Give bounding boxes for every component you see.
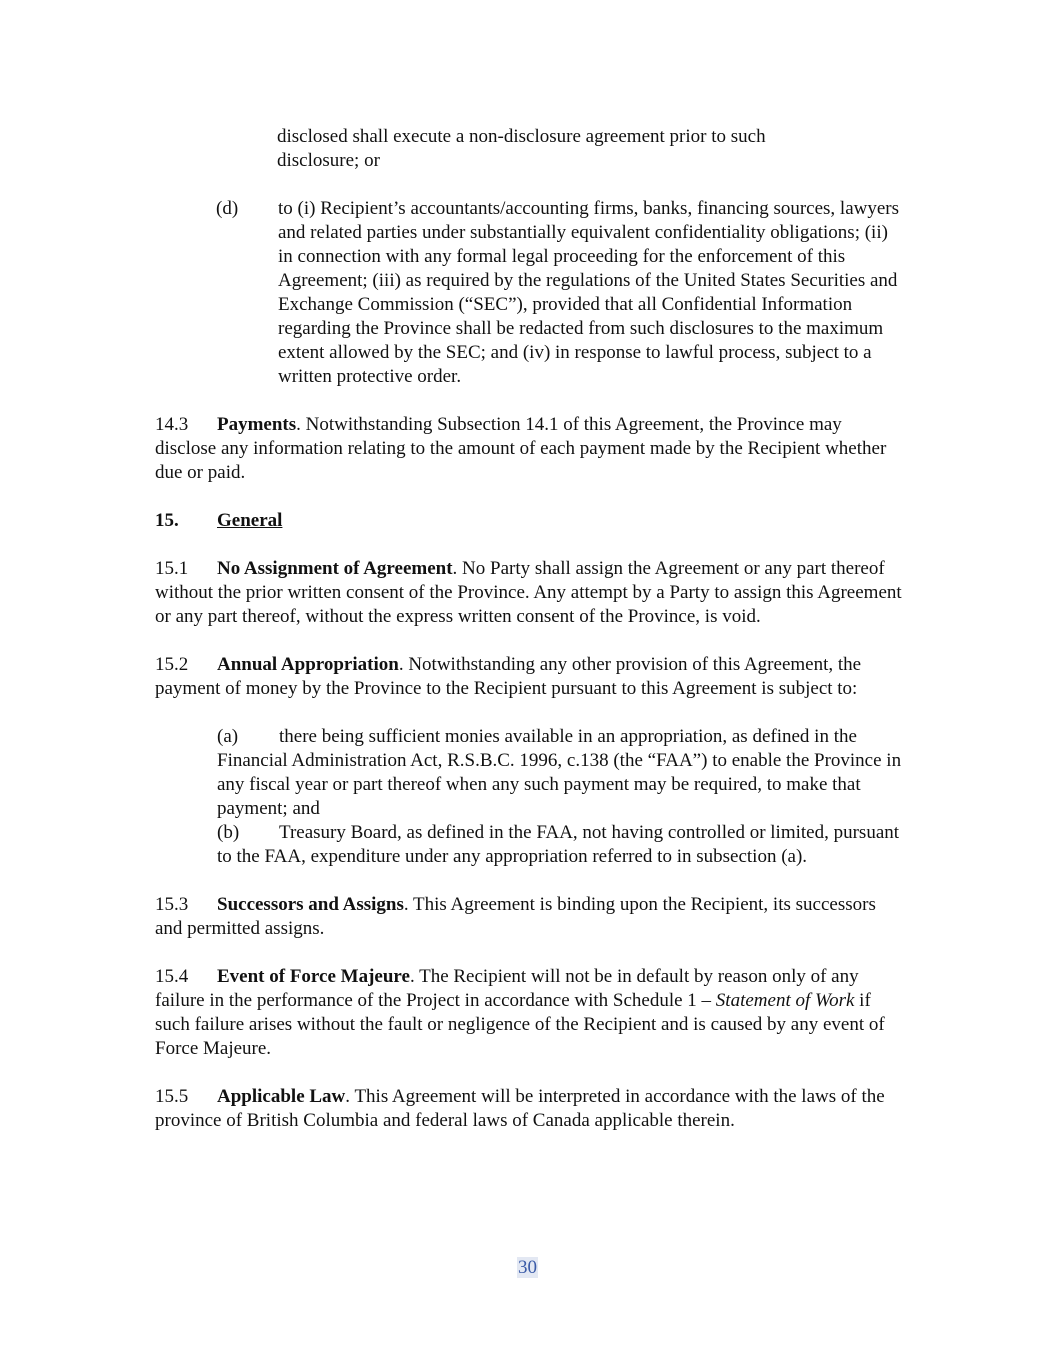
section-title: Payments <box>217 414 297 435</box>
section-15-2 <box>155 653 905 701</box>
section-number: 14.3 <box>155 414 189 435</box>
section-text: . No Party shall assign the Agreement or any part thereof without the prior written consent of the Province. Any attempt by a Party to assign this Agreement or any part thereof, without the express written consent of the Province, is void. <box>155 558 902 627</box>
section-14-3 <box>155 413 905 485</box>
subitem-text: Treasury Board, as defined in the FAA, not having controlled or limited, pursuant to the FAA, expenditure under any appropriation referred to in subsection (a). <box>217 822 900 867</box>
section-number: 15.2 <box>155 654 189 675</box>
section-text: . This Agreement will be interpreted in accordance with the laws of the province of British Columbia and federal laws of Canada applicable therein. <box>155 1086 885 1131</box>
section-number: 15.4 <box>155 966 189 987</box>
section-15-2-subitems <box>217 725 905 869</box>
section-number: 15.5 <box>155 1086 189 1107</box>
subitem-b <box>217 821 905 869</box>
section-15-5 <box>155 1085 905 1133</box>
section-title: No Assignment of Agreement <box>217 558 453 579</box>
item-text: to (i) Recipient’s accountants/accounting firms, banks, financing sources, lawyers and related parties under substantially equivalent confidentiality obligations; (ii) in connection with any formal legal proceeding for the enforcement of this Agreement; (iii) as required by the regulations of the United States Securities and Exchange Commission (“SEC”), provided that all Confidential Information regarding the Province shall be redacted from such disclosures to the maximum extent allowed by the SEC; and (iv) in response to lawful process, subject to a written protective order. <box>278 198 900 387</box>
section-title: Event of Force Majeure <box>217 966 410 987</box>
subitem-text: there being sufficient monies available in an appropriation, as defined in the Financial Administration Act, R.S.B.C. 1996, c.138 (the “FAA”) to enable the Province in any fiscal year or part thereof when any such payment may be required, to make that payment; and <box>217 726 902 819</box>
continuation-line-1: disclosed shall execute a non-disclosure agreement prior to such <box>277 126 766 147</box>
heading-number: 15. <box>155 510 179 531</box>
page-number <box>0 1256 1055 1280</box>
section-text: . Notwithstanding Subsection 14.1 of this Agreement, the Province may disclose any information relating to the amount of each payment made by the Recipient whether due or paid. <box>155 414 887 483</box>
section-15-4 <box>155 965 905 1061</box>
section-title: Applicable Law <box>217 1086 346 1107</box>
section-number: 15.1 <box>155 558 189 579</box>
heading-title: General <box>217 510 283 531</box>
subitem-label: (a) <box>217 726 239 747</box>
section-text-2: if such failure arises without the fault or negligence of the Recipient and is caused by any event of Force Majeure. <box>155 990 885 1059</box>
item-label: (d) <box>216 198 239 219</box>
section-title: Successors and Assigns <box>217 894 404 915</box>
continuation-text <box>277 125 905 173</box>
section-15-1 <box>155 557 905 629</box>
page-number-text: 30 <box>518 1257 537 1278</box>
subitem-label: (b) <box>217 822 240 843</box>
schedule-title: Statement of Work <box>715 990 855 1011</box>
section-number: 15.3 <box>155 894 189 915</box>
section-15-heading <box>155 509 905 533</box>
section-text-1: . The Recipient will not be in default by reason only of any failure in the performance of the Project in accordance with Schedule 1 – <box>155 966 859 1011</box>
section-text: . This Agreement is binding upon the Recipient, its successors and permitted assigns. <box>155 894 876 939</box>
section-15-3 <box>155 893 905 941</box>
section-title: Annual Appropriation <box>217 654 399 675</box>
continuation-line-2: disclosure; or <box>277 150 380 171</box>
section-text: . Notwithstanding any other provision of this Agreement, the payment of money by the Province to the Recipient pursuant to this Agreement is subject to: <box>155 654 862 699</box>
clause-item-d <box>155 197 905 389</box>
subitem-a <box>217 725 905 821</box>
document-page <box>155 125 905 1133</box>
